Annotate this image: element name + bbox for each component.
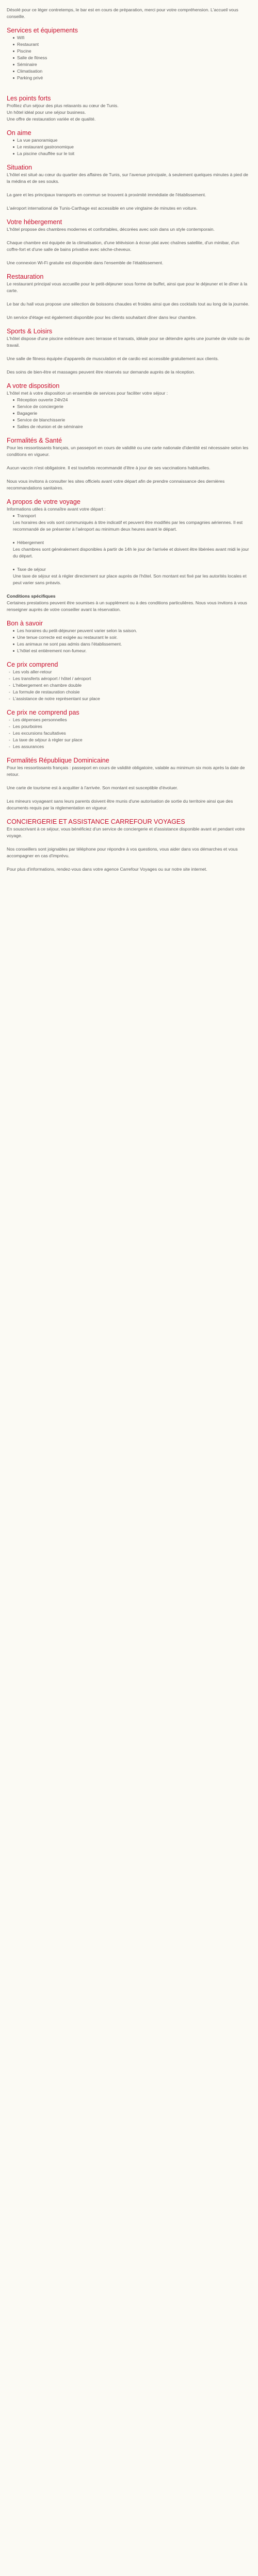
non-compris-list [7, 717, 251, 750]
service-item: Climatisation [13, 68, 251, 75]
disposition-intro: L'hôtel met à votre disposition un ensemble de services pour faciliter votre séjour : [7, 391, 168, 396]
conciergerie-text: En souscrivant à ce séjour, vous bénéficiez d'un service de conciergerie et d'assistance disponible avant et pendant votre voyage. [7, 826, 245, 838]
hebergement-text: Une connexion Wi-Fi gratuite est disponible dans l'ensemble de l'établissement. [7, 260, 164, 265]
content-flow [7, 0, 251, 873]
formalites-title: Formalités & Santé [7, 437, 62, 444]
compris-item: - Les vols aller-retour [9, 669, 251, 675]
points-forts-line: Un hôtel idéal pour une séjour business. [7, 110, 86, 115]
formalites-text: Aucun vaccin n'est obligatoire. Il est toutefois recommandé d'être à jour de ses vaccinations habituelles. [7, 465, 211, 470]
compris-title: Ce prix comprend [7, 661, 58, 668]
services-title: Services et équipements [7, 27, 78, 34]
conditions-title: Conditions spécifiques [7, 594, 56, 599]
a-propos-intro: Informations utiles à connaître avant votre départ : [7, 506, 106, 512]
points-forts-title: Les points forts [7, 95, 51, 102]
formalites-text: Pour les ressortissants français, un passeport en cours de validité ou une carte nationale d'identité est nécessaire selon les conditions en vigueur. [7, 445, 249, 457]
bon-savoir-item: L'hôtel est entièrement non-fumeur. [13, 648, 251, 654]
service-item: Wifi [13, 35, 251, 41]
service-item: Séminaire [13, 61, 251, 68]
bon-savoir-item: Les horaires du petit-déjeuner peuvent varier selon la saison. [13, 628, 251, 634]
formalites-text: Nous vous invitons à consulter les sites officiels avant votre départ afin de prendre connaissance des dernières recommandations sanitaires. [7, 479, 225, 490]
points-forts-line: Profitez d'un séjour des plus relaxants au cœur de Tunis. [7, 103, 119, 108]
bon-savoir-item: Une tenue correcte est exigée au restaurant le soir. [13, 634, 251, 641]
sports-title: Sports & Loisirs [7, 328, 53, 335]
non-compris-item: - Les dépenses personnelles [9, 717, 251, 723]
compris-list [7, 669, 251, 702]
non-compris-item: - Les assurances [9, 743, 251, 750]
situation-text: L'aéroport international de Tunis-Carthage est accessible en une vingtaine de minutes en voiture. [7, 206, 198, 211]
intro-text: Désolé pour ce léger contretemps, le bar est en cours de préparation, merci pour votre compréhension. L'accueil vous conseille. [7, 7, 238, 19]
hebergement-text: L'hôtel propose des chambres modernes et confortables, décorées avec soin dans un style contemporain. [7, 227, 215, 232]
conciergerie-text: Nos conseillers sont joignables par téléphone pour répondre à vos questions, vous aider dans vos démarches et vous accompagner en cas d'imprévu. [7, 846, 238, 858]
situation-text: L'hôtel est situé au cœur du quartier des affaires de Tunis, sur l'avenue principale, à seulement quelques minutes à pied de la médina et de ses souks. [7, 172, 248, 184]
conditions-text: Certaines prestations peuvent être soumises à un supplément ou à des conditions particulières. Nous vous invitons à vous renseigner auprès de votre conseiller avant la réservation. [7, 600, 247, 612]
on-aime-list [7, 137, 251, 157]
restauration-text: Un service d'étage est également disponible pour les clients souhaitant dîner dans leur chambre. [7, 315, 197, 320]
disposition-list [7, 397, 251, 430]
service-item: Piscine [13, 48, 251, 55]
conciergerie-title: CONCIERGERIE ET ASSISTANCE CARREFOUR VOYAGES [7, 818, 185, 825]
compris-item: - La formule de restauration choisie [9, 689, 251, 696]
on-aime-item: La piscine chauffée sur le toit [13, 150, 251, 157]
non-compris-item: - Les pourboires [9, 723, 251, 730]
sports-text: Des soins de bien-être et massages peuvent être réservés sur demande auprès de la réception. [7, 369, 195, 375]
sports-text: L'hôtel dispose d'une piscine extérieure avec terrasse et transats, idéale pour se détendre après une journée de visite ou de travail. [7, 336, 250, 348]
sports-text: Une salle de fitness équipée d'appareils de musculation et de cardio est accessible gratuitement aux clients. [7, 356, 219, 361]
formalites2-text: Les mineurs voyageant sans leurs parents doivent être munis d'une autorisation de sortie du territoire ainsi que des documents requis par la réglementation en vigueur. [7, 799, 233, 810]
disposition-item: Salles de réunion et de séminaire [13, 423, 251, 430]
compris-item: - L'assistance de notre représentant sur place [9, 696, 251, 702]
disposition-item: Bagagerie [13, 410, 251, 417]
a-propos-list [7, 566, 251, 573]
a-propos-item: Taxe de séjour [13, 566, 251, 573]
a-propos-list [7, 539, 251, 546]
disposition-item: Service de conciergerie [13, 403, 251, 410]
service-item: Salle de fitness [13, 55, 251, 61]
on-aime-title: On aime [7, 129, 31, 137]
hebergement-title: Votre hébergement [7, 218, 62, 226]
situation-title: Situation [7, 164, 33, 171]
situation-text: La gare et les principaux transports en commun se trouvent à proximité immédiate de l'établissement. [7, 192, 206, 197]
disposition-item: Service de blanchisserie [13, 417, 251, 423]
compris-item: - Les transferts aéroport / hôtel / aéroport [9, 675, 251, 682]
restauration-text: Le restaurant principal vous accueille pour le petit-déjeuner sous forme de buffet, ainsi que pour le déjeuner et le dîner à la carte. [7, 281, 248, 293]
bon-savoir-list [7, 628, 251, 654]
taxe-text: Une taxe de séjour est à régler directement sur place auprès de l'hôtel. Son montant est fixé par les autorités locales et peut varier sans préavis. [13, 573, 247, 585]
formalites2-title: Formalités République Dominicaine [7, 757, 109, 764]
a-propos-title: A propos de votre voyage [7, 498, 80, 505]
services-list [7, 35, 251, 81]
compris-item: - L'hébergement en chambre double [9, 682, 251, 689]
hebergement-text: Chaque chambre est équipée de la climatisation, d'une télévision à écran plat avec chaînes satellite, d'un minibar, d'un coffre-fort et d'une salle de bains privative avec sèche-cheveux. [7, 240, 239, 252]
formalites2-text: Une carte de tourisme est à acquitter à l'arrivée. Son montant est susceptible d'évoluer. [7, 785, 178, 790]
disposition-item: Réception ouverte 24h/24 [13, 397, 251, 403]
a-propos-list [7, 513, 251, 519]
service-item: Restaurant [13, 41, 251, 48]
restauration-title: Restauration [7, 273, 44, 280]
non-compris-title: Ce prix ne comprend pas [7, 709, 79, 716]
hebergement-info-text: Les chambres sont généralement disponibles à partir de 14h le jour de l'arrivée et doivent être libérées avant midi le jour du départ. [13, 547, 249, 558]
on-aime-item: Le restaurant gastronomique [13, 144, 251, 150]
conciergerie-text: Pour plus d'informations, rendez-vous dans votre agence Carrefour Voyages ou sur notre site internet. [7, 867, 207, 872]
a-propos-item: Transport [13, 513, 251, 519]
bon-savoir-item: Les animaux ne sont pas admis dans l'établissement. [13, 641, 251, 648]
formalites2-text: Pour les ressortissants français : passeport en cours de validité obligatoire, valable au minimum six mois après la date de retour. [7, 765, 245, 777]
disposition-title: A votre disposition [7, 382, 60, 389]
on-aime-item: La vue panoramique [13, 137, 251, 144]
restauration-text: Le bar du hall vous propose une sélection de boissons chaudes et froides ainsi que des cocktails tout au long de la journée. [7, 301, 250, 307]
non-compris-item: - Les excursions facultatives [9, 730, 251, 737]
points-forts-line: Une offre de restauration variée et de qualité. [7, 116, 96, 122]
service-item: Parking privé [13, 75, 251, 81]
bon-savoir-title: Bon à savoir [7, 620, 43, 627]
transport-text: Les horaires des vols sont communiqués à titre indicatif et peuvent être modifiés par les compagnies aériennes. Il est recommandé de se présenter à l'aéroport au minimum deux heures avant le départ. [13, 520, 243, 532]
non-compris-item: - La taxe de séjour à régler sur place [9, 737, 251, 743]
a-propos-item: Hébergement [13, 539, 251, 546]
